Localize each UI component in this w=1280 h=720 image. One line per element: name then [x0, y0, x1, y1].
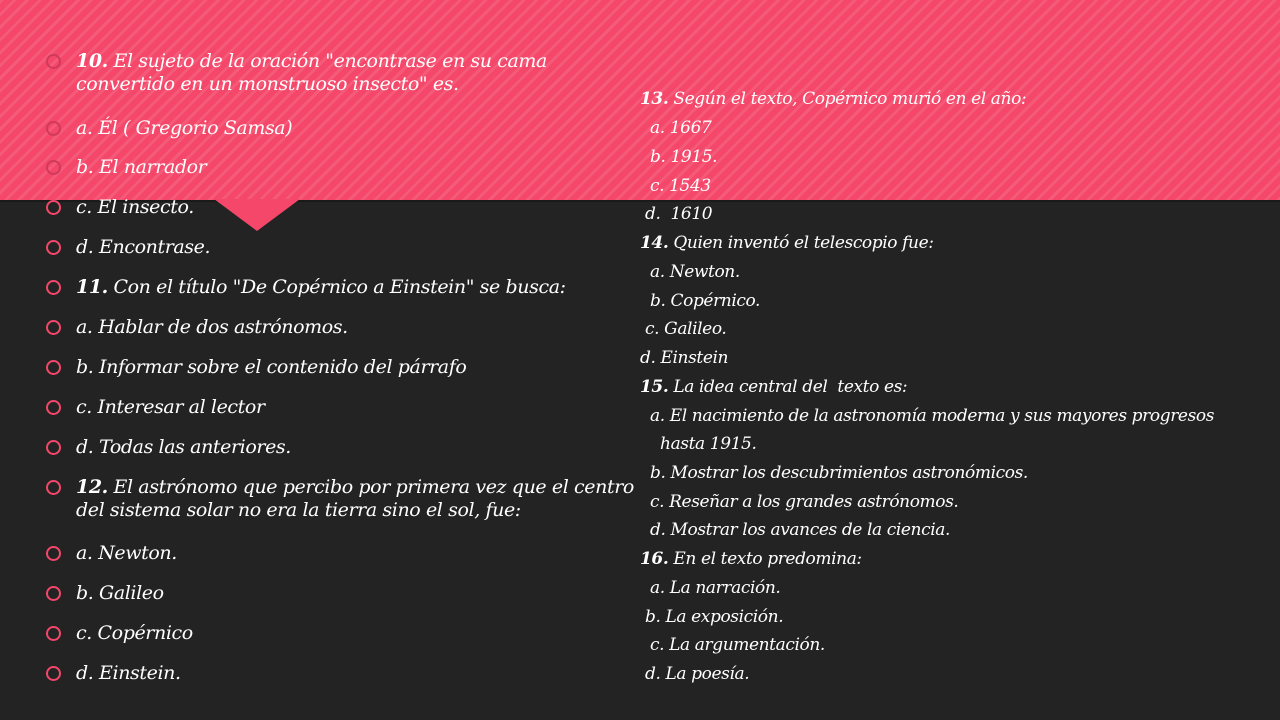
item-text: El astrónomo que percibo por primera vez que el centro del sistema solar no era la tierra sino el sol, fue:	[76, 476, 634, 521]
list-item	[44, 117, 636, 140]
list-item	[44, 582, 636, 605]
line-text: b. Mostrar los descubrimientos astronómicos.	[640, 463, 1028, 483]
question-number: 12.	[76, 476, 108, 498]
answer-line	[640, 606, 783, 628]
answer-line	[640, 663, 749, 685]
item-text: a. Él ( Gregorio Samsa)	[76, 117, 293, 139]
line-text: c. La argumentación.	[640, 635, 825, 655]
item-text: c. Interesar al lector	[76, 396, 265, 418]
answer-line	[640, 519, 950, 541]
item-text: d. Einstein.	[76, 662, 181, 684]
item-text: El sujeto de la oración "encontrase en su cama convertido en un monstruoso insecto" es.	[76, 50, 547, 95]
answer-line	[640, 405, 1214, 427]
answer-line	[640, 146, 717, 168]
line-text: d. La poesía.	[640, 664, 750, 684]
line-text: c. 1543	[640, 176, 711, 196]
circle-bullet-icon	[46, 546, 61, 561]
item-text: c. Copérnico	[76, 622, 193, 644]
list-item	[44, 542, 636, 565]
item-text: d. Encontrase.	[76, 236, 211, 258]
answer-line	[640, 347, 728, 369]
line-text: a. 1667	[640, 118, 712, 138]
line-text: Quien inventó el telescopio fue:	[668, 233, 934, 253]
circle-bullet-icon	[46, 160, 61, 175]
circle-bullet-icon	[46, 121, 61, 136]
question-number: 11.	[76, 276, 108, 298]
circle-bullet-icon	[46, 360, 61, 375]
item-text: b. Galileo	[76, 582, 164, 604]
item-text: a. Hablar de dos astrónomos.	[76, 316, 348, 338]
answer-line	[640, 577, 780, 599]
line-text: a. El nacimiento de la astronomía moderna y sus mayores progresos	[640, 406, 1215, 426]
list-item	[44, 156, 636, 179]
list-item	[44, 622, 636, 645]
line-text: b. La exposición.	[640, 607, 784, 627]
answer-line	[640, 175, 711, 197]
circle-bullet-icon	[46, 400, 61, 415]
line-text: d. Einstein	[640, 348, 729, 368]
question-line	[640, 232, 934, 254]
circle-bullet-icon	[46, 240, 61, 255]
item-text: c. El insecto.	[76, 196, 194, 218]
answer-line	[640, 462, 1028, 484]
list-item	[44, 476, 636, 522]
list-item	[44, 356, 636, 379]
line-text: Según el texto, Copérnico murió en el año:	[668, 89, 1027, 109]
list-item	[44, 276, 636, 299]
line-text: hasta 1915.	[640, 434, 757, 454]
answer-line	[640, 290, 760, 312]
circle-bullet-icon	[46, 54, 61, 69]
circle-bullet-icon	[46, 280, 61, 295]
line-text: En el texto predomina:	[668, 549, 862, 569]
question-number: 13.	[640, 89, 669, 109]
list-item	[44, 50, 636, 96]
list-item	[44, 662, 636, 685]
question-number: 10.	[76, 50, 108, 72]
circle-bullet-icon	[46, 666, 61, 681]
list-item	[44, 436, 636, 459]
item-text: d. Todas las anteriores.	[76, 436, 291, 458]
item-text: b. Informar sobre el contenido del párrafo	[76, 356, 467, 378]
answer-line	[640, 491, 958, 513]
list-item	[44, 196, 636, 219]
question-number: 16.	[640, 549, 669, 569]
answer-line	[640, 261, 740, 283]
line-text: a. Newton.	[640, 262, 740, 282]
line-text: d. Mostrar los avances de la ciencia.	[640, 520, 951, 540]
line-text: a. La narración.	[640, 578, 781, 598]
question-number: 15.	[640, 377, 669, 397]
line-text: d. 1610	[640, 204, 713, 224]
line-text: b. Copérnico.	[640, 291, 761, 311]
item-text: b. El narrador	[76, 156, 207, 178]
circle-bullet-icon	[46, 320, 61, 335]
list-item	[44, 396, 636, 419]
list-item	[44, 316, 636, 339]
item-text: a. Newton.	[76, 542, 177, 564]
answer-line	[640, 318, 726, 340]
question-line	[640, 88, 1026, 110]
answer-line	[640, 203, 712, 225]
circle-bullet-icon	[46, 200, 61, 215]
question-line	[640, 548, 862, 570]
list-item	[44, 236, 636, 259]
line-text: c. Reseñar a los grandes astrónomos.	[640, 492, 959, 512]
question-line	[640, 376, 907, 398]
circle-bullet-icon	[46, 480, 61, 495]
circle-bullet-icon	[46, 440, 61, 455]
answer-line	[640, 634, 825, 656]
question-number: 14.	[640, 233, 669, 253]
line-text: b. 1915.	[640, 147, 718, 167]
answer-line	[640, 433, 756, 455]
answer-line	[640, 117, 711, 139]
line-text: c. Galileo.	[640, 319, 727, 339]
circle-bullet-icon	[46, 626, 61, 641]
circle-bullet-icon	[46, 586, 61, 601]
item-text: Con el título "De Copérnico a Einstein" se busca:	[107, 276, 566, 298]
line-text: La idea central del texto es:	[668, 377, 908, 397]
